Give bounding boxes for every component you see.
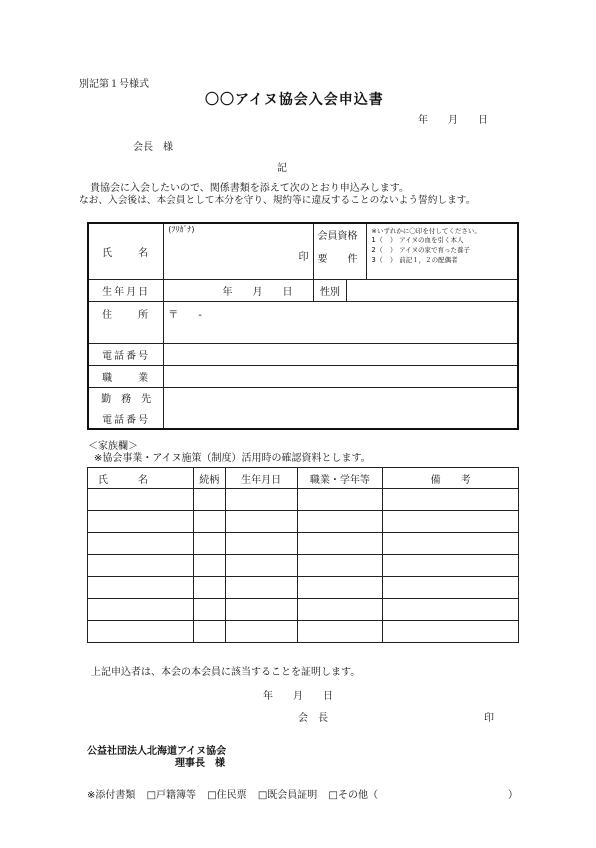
qualification-options[interactable]: ※いずれかに〇印を付してください。 1（ ） アイヌの血を引く本人 2（ ） アイヌの家で育った養子 3（ ） 前記１，２の配偶者 [367, 223, 518, 279]
family-cell[interactable] [88, 489, 194, 511]
family-cell[interactable] [193, 555, 225, 577]
family-cell[interactable] [297, 489, 383, 511]
attachment-koseki[interactable]: □戸籍簿等 [146, 790, 197, 801]
family-cell[interactable] [383, 577, 519, 599]
name-label: 氏 名 [88, 223, 164, 279]
family-cell[interactable] [193, 621, 225, 643]
family-header-job: 職業・学年等 [297, 468, 383, 489]
name-field[interactable] [164, 223, 313, 279]
attachments-close: ） [508, 790, 518, 801]
attachments-label: ※添付書類 [87, 790, 136, 801]
furigana-label: (ﾌﾘｶﾞﾅ) [168, 225, 195, 234]
org-chair: 理事長 様 [175, 758, 225, 769]
family-cell[interactable] [193, 511, 225, 533]
family-header-relation: 続柄 [193, 468, 225, 489]
phone-label: 電話番号 [88, 343, 164, 365]
family-cell[interactable] [88, 621, 194, 643]
family-cell[interactable] [297, 533, 383, 555]
family-cell[interactable] [297, 599, 383, 621]
family-header-name: 氏 名 [88, 468, 194, 489]
family-cell[interactable] [297, 621, 383, 643]
family-cell[interactable] [225, 533, 297, 555]
family-cell[interactable] [193, 533, 225, 555]
date-line: 年 月 日 [418, 115, 488, 126]
family-cell[interactable] [297, 511, 383, 533]
intro-line-2: なお、入会後は、本会員として本分を守り、規約等に違反することのないよう誓約します。 [79, 195, 476, 206]
family-row [88, 555, 519, 577]
family-cell[interactable] [88, 533, 194, 555]
job-field[interactable] [164, 365, 518, 387]
option-1[interactable]: 1（ ） アイヌの血を引く本人 [371, 236, 464, 244]
phone-field[interactable] [164, 343, 518, 365]
family-cell[interactable] [383, 511, 519, 533]
gender-label: 性別 [313, 279, 347, 301]
family-cell[interactable] [225, 555, 297, 577]
family-cell[interactable] [383, 489, 519, 511]
page-title: 〇〇アイヌ協会入会申込書 [205, 92, 384, 108]
family-header-remarks: 備 考 [383, 468, 519, 489]
application-table [87, 222, 519, 430]
certify-chair: 会 長 [298, 713, 328, 724]
family-cell[interactable] [88, 577, 194, 599]
family-row [88, 511, 519, 533]
family-cell[interactable] [225, 511, 297, 533]
family-cell[interactable] [225, 599, 297, 621]
ki-mark: 記 [277, 163, 287, 174]
family-cell[interactable] [383, 555, 519, 577]
addressee: 会長 様 [133, 142, 173, 153]
job-label: 職 業 [88, 365, 164, 387]
option-3[interactable]: 3（ ） 前記１，２の配偶者 [371, 256, 458, 264]
intro-line-1: 貴協会に入会したいので、関係書類を添えて次のとおり申込みします。 [90, 183, 409, 194]
family-cell[interactable] [193, 599, 225, 621]
family-cell[interactable] [225, 489, 297, 511]
qualification-label: 会員資格 要 件 [313, 223, 367, 279]
workplace-label: 勤 務 先 電話番号 [88, 387, 164, 429]
family-cell[interactable] [383, 599, 519, 621]
attachments-row [87, 786, 378, 801]
family-cell[interactable] [297, 555, 383, 577]
attachment-other[interactable]: □その他（ [328, 790, 378, 801]
attachment-member-proof[interactable]: □既会員証明 [257, 790, 318, 801]
family-row [88, 533, 519, 555]
attachment-juminhyo[interactable]: □住民票 [207, 790, 247, 801]
form-number: 別記第１号様式 [79, 79, 149, 90]
family-row [88, 621, 519, 643]
family-row [88, 577, 519, 599]
family-header-birth: 生年月日 [225, 468, 297, 489]
family-cell[interactable] [88, 511, 194, 533]
workplace-field[interactable] [164, 387, 518, 429]
family-table [87, 467, 519, 643]
org-name: 公益社団法人北海道アイヌ協会 [87, 746, 227, 757]
family-row [88, 599, 519, 621]
option-2[interactable]: 2（ ） アイヌの家で育った養子 [371, 246, 471, 254]
family-cell[interactable] [383, 621, 519, 643]
address-field[interactable]: 〒 - [164, 301, 518, 343]
address-label: 住 所 [88, 301, 164, 343]
birth-label: 生年月日 [88, 279, 164, 301]
seal-mark: 印 [298, 251, 309, 263]
family-section-title: ＜家族欄＞ [88, 441, 138, 452]
family-cell[interactable] [225, 621, 297, 643]
family-cell[interactable] [193, 577, 225, 599]
family-cell[interactable] [297, 577, 383, 599]
certify-date: 年 月 日 [263, 691, 333, 702]
family-section-note: ※協会事業・アイヌ施策（制度）活用時の確認資料とします。 [94, 453, 371, 464]
birth-field[interactable]: 年 月 日 [164, 279, 313, 301]
family-row [88, 489, 519, 511]
certify-seal: 印 [484, 713, 494, 724]
family-cell[interactable] [383, 533, 519, 555]
gender-field[interactable] [347, 279, 518, 301]
family-cell[interactable] [193, 489, 225, 511]
family-cell[interactable] [88, 555, 194, 577]
certify-text: 上記申込者は、本会の本会員に該当することを証明します。 [91, 667, 361, 678]
family-cell[interactable] [225, 577, 297, 599]
family-cell[interactable] [88, 599, 194, 621]
